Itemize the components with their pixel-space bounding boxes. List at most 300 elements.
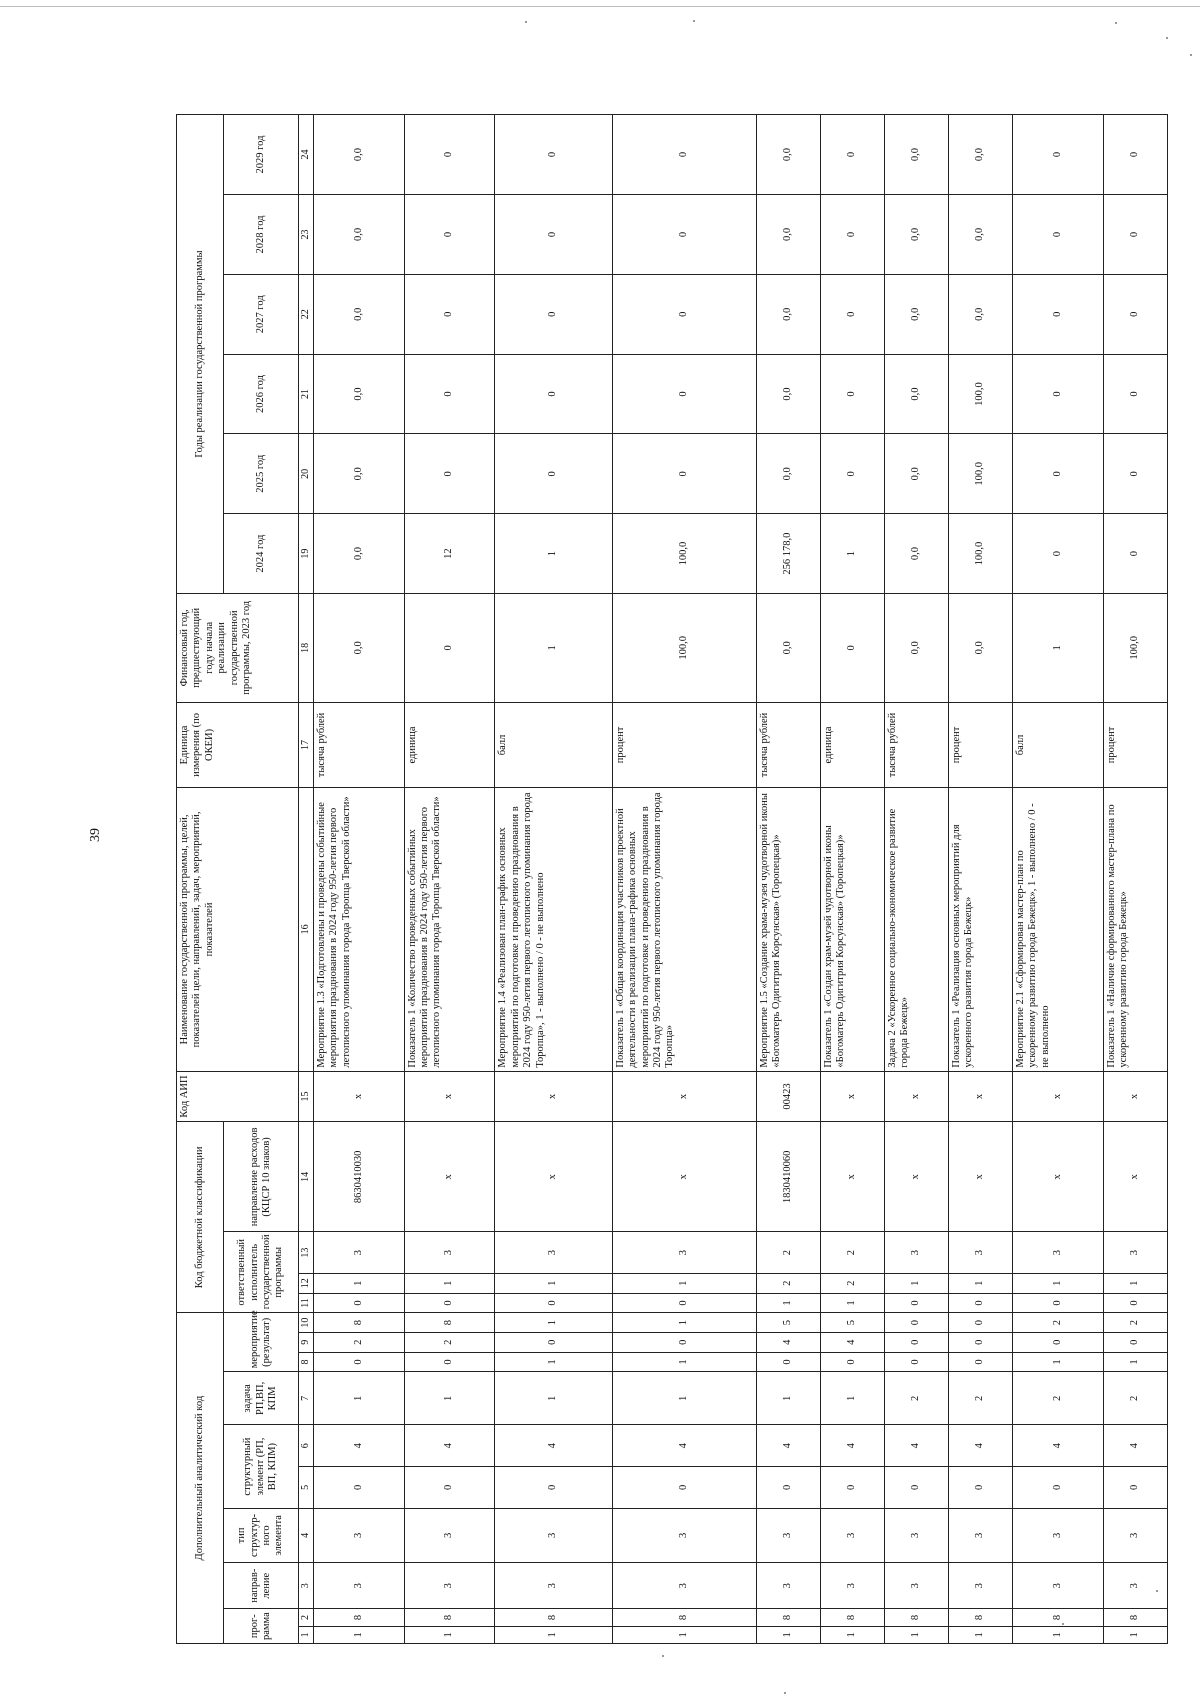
row-year-value: 0: [612, 434, 756, 514]
row-year-value: 0: [820, 115, 884, 195]
code-cell: 1: [314, 1626, 405, 1643]
row-year-value: 0: [612, 115, 756, 195]
row-unit: балл: [1013, 702, 1104, 788]
header-expense-direction: направление расходов (КЦСР 10 знаков): [224, 1122, 299, 1232]
code-cell: 3: [495, 1232, 612, 1274]
column-number: 1: [299, 1626, 314, 1643]
code-cell: 1: [495, 1372, 612, 1425]
code-cell: 0: [1103, 1332, 1167, 1352]
table-row: [612, 115, 756, 1644]
header-program: прог-рамма: [224, 1609, 299, 1644]
code-cell: 1: [1103, 1352, 1167, 1372]
header-budget-code: Код бюджетной классификации: [177, 1122, 224, 1313]
row-name: Показатель 1 «Количество проведенных событийных мероприятий празднования в 2024 году 950-летия первого летописного упоминания города Торопца Тверской области»: [404, 788, 495, 1071]
code-cell: 8: [949, 1609, 1013, 1626]
column-number: 13: [299, 1232, 314, 1274]
row-name: Мероприятие 1.5 «Создание храма-музея чудотворной иконы «Богоматерь Одигитрия Корсунская» (Торопецкая)»: [756, 788, 820, 1071]
code-cell: 1: [404, 1273, 495, 1293]
code-cell: 0: [884, 1352, 948, 1372]
row-year-value: 0: [1103, 434, 1167, 514]
code-cell: 1: [612, 1352, 756, 1372]
code-cell: 0: [612, 1332, 756, 1352]
row-base-year-value: 100,0: [1103, 593, 1167, 702]
code-cell: 4: [314, 1425, 405, 1467]
row-year-value: 0: [820, 434, 884, 514]
table-row: [1103, 115, 1167, 1644]
code-cell: 8: [756, 1609, 820, 1626]
code-cell: 0: [756, 1467, 820, 1509]
column-number: 3: [299, 1563, 314, 1609]
row-year-value: 0: [612, 195, 756, 275]
table-row: [404, 115, 495, 1644]
code-cell: 4: [949, 1425, 1013, 1467]
row-year-value: 100,0: [612, 514, 756, 594]
row-year-value: 0: [820, 274, 884, 354]
code-cell: 0: [495, 1332, 612, 1352]
header-executor: ответственный исполнитель государственной программы: [224, 1232, 299, 1313]
code-cell: 0: [884, 1332, 948, 1352]
row-unit: процент: [1103, 702, 1167, 788]
code-cell: 1: [884, 1273, 948, 1293]
code-cell: 3: [404, 1508, 495, 1562]
column-number: 22: [299, 274, 314, 354]
header-unit: Единица измерения (по ОКЕИ): [177, 702, 299, 788]
row-year-value: 0,0: [949, 274, 1013, 354]
row-unit: тысяча рублей: [314, 702, 405, 788]
code-cell: 1: [314, 1372, 405, 1425]
row-year-value: 1: [495, 514, 612, 594]
row-year-value: 0: [1013, 434, 1104, 514]
row-year-value: 0,0: [884, 195, 948, 275]
row-year-value: 0: [820, 195, 884, 275]
code-cell: 2: [1103, 1313, 1167, 1333]
code-cell: 1: [612, 1273, 756, 1293]
code-cell: 8: [612, 1609, 756, 1626]
column-number: 16: [299, 788, 314, 1071]
code-cell: 1: [820, 1293, 884, 1313]
code-cell: 0: [756, 1352, 820, 1372]
code-cell: 3: [1103, 1563, 1167, 1609]
row-year-value: 0: [1013, 195, 1104, 275]
row-year-value: 100,0: [949, 434, 1013, 514]
row-year-value: 0: [404, 354, 495, 434]
code-cell: 0: [884, 1293, 948, 1313]
code-cell: 1: [495, 1352, 612, 1372]
row-name: Мероприятие 2.1 «Сформирован мастер-план по ускоренному развитию города Бежецк», 1 - выполнено / 0 - не выполнено: [1013, 788, 1104, 1071]
table-row: [495, 115, 612, 1644]
row-year-value: 0,0: [756, 354, 820, 434]
row-year-value: 0: [404, 195, 495, 275]
code-cell: 0: [404, 1352, 495, 1372]
code-cell: 1: [820, 1372, 884, 1425]
code-cell: x: [612, 1122, 756, 1232]
row-unit: тысяча рублей: [884, 702, 948, 788]
code-cell: 1: [949, 1273, 1013, 1293]
header-element-type: тип структур-ного элемента: [224, 1508, 299, 1562]
code-cell: 0: [612, 1467, 756, 1509]
code-cell: x: [1013, 1122, 1104, 1232]
code-cell: 3: [612, 1232, 756, 1274]
code-cell: 0: [404, 1467, 495, 1509]
row-name: Задача 2 «Ускоренное социально-экономическое развитие города Бежецк»: [884, 788, 948, 1071]
row-year-value: 0,0: [314, 274, 405, 354]
code-cell: 3: [949, 1563, 1013, 1609]
row-base-year-value: 1: [495, 593, 612, 702]
code-cell: 1: [495, 1313, 612, 1333]
row-year-value: 0,0: [314, 514, 405, 594]
row-year-value: 0: [495, 115, 612, 195]
row-year-value: 0: [495, 274, 612, 354]
code-cell: 3: [756, 1563, 820, 1609]
column-number: 18: [299, 593, 314, 702]
row-year-value: 0: [404, 434, 495, 514]
code-cell: 8: [495, 1609, 612, 1626]
page-number: 39: [88, 828, 103, 842]
code-cell: x: [404, 1071, 495, 1122]
code-cell: 8630410030: [314, 1122, 405, 1232]
header-name: Наименование государственной программы, целей, показателей цели, направлений, задач, мероприятий, показателей: [177, 788, 299, 1071]
code-cell: 3: [884, 1563, 948, 1609]
table-row: [314, 115, 405, 1644]
code-cell: 3: [1103, 1232, 1167, 1274]
row-year-value: 0,0: [884, 115, 948, 195]
code-cell: 1: [404, 1372, 495, 1425]
rotated-table-wrapper: [176, 114, 1168, 1644]
code-cell: 2: [756, 1232, 820, 1274]
code-cell: x: [1103, 1122, 1167, 1232]
row-year-value: 0,0: [314, 354, 405, 434]
row-year-value: 0,0: [756, 434, 820, 514]
code-cell: 3: [1103, 1508, 1167, 1562]
code-cell: 8: [404, 1313, 495, 1333]
code-cell: 00423: [756, 1071, 820, 1122]
code-cell: 3: [404, 1563, 495, 1609]
column-number: 5: [299, 1467, 314, 1509]
code-cell: x: [884, 1122, 948, 1232]
code-cell: 2: [314, 1332, 405, 1352]
row-year-value: 0: [820, 354, 884, 434]
code-cell: 8: [1103, 1609, 1167, 1626]
header-year-2027: 2027 год: [224, 274, 299, 354]
code-cell: 3: [1013, 1508, 1104, 1562]
code-cell: x: [314, 1071, 405, 1122]
code-cell: 0: [949, 1332, 1013, 1352]
row-name: Показатель 1 «Создан храм-музей чудотворной иконы «Богоматерь Одигитрия Корсунская» (Торопецкая)»: [820, 788, 884, 1071]
row-base-year-value: 0,0: [314, 593, 405, 702]
row-year-value: 12: [404, 514, 495, 594]
code-cell: 3: [612, 1563, 756, 1609]
code-cell: 3: [314, 1563, 405, 1609]
code-cell: 0: [1103, 1467, 1167, 1509]
code-cell: 3: [1013, 1232, 1104, 1274]
row-unit: единица: [820, 702, 884, 788]
header-event: мероприятие (результат): [224, 1313, 299, 1372]
row-year-value: 0: [1013, 514, 1104, 594]
code-cell: 5: [820, 1313, 884, 1333]
table-row: [884, 115, 948, 1644]
code-cell: 2: [404, 1332, 495, 1352]
code-cell: 1: [495, 1626, 612, 1643]
column-number: 11: [299, 1293, 314, 1313]
row-base-year-value: 0,0: [756, 593, 820, 702]
code-cell: 0: [820, 1467, 884, 1509]
row-year-value: 0: [1013, 274, 1104, 354]
code-cell: 2: [820, 1232, 884, 1274]
code-cell: 3: [314, 1508, 405, 1562]
code-cell: 0: [495, 1293, 612, 1313]
row-unit: процент: [949, 702, 1013, 788]
row-year-value: 0: [404, 274, 495, 354]
row-year-value: 0,0: [884, 434, 948, 514]
code-cell: 1830410060: [756, 1122, 820, 1232]
code-cell: 3: [612, 1508, 756, 1562]
code-cell: 4: [884, 1425, 948, 1467]
table-body: [314, 115, 1168, 1644]
code-cell: x: [1103, 1071, 1167, 1122]
row-year-value: 0,0: [884, 514, 948, 594]
code-cell: 2: [884, 1372, 948, 1425]
column-number: 2: [299, 1609, 314, 1626]
code-cell: 3: [820, 1508, 884, 1562]
row-year-value: 0,0: [884, 354, 948, 434]
code-cell: 0: [1103, 1293, 1167, 1313]
row-year-value: 0,0: [884, 274, 948, 354]
table-row: [820, 115, 884, 1644]
code-cell: 3: [756, 1508, 820, 1562]
row-unit: балл: [495, 702, 612, 788]
row-year-value: 0: [1103, 274, 1167, 354]
code-cell: 4: [756, 1425, 820, 1467]
code-cell: 0: [949, 1293, 1013, 1313]
header-year-2026: 2026 год: [224, 354, 299, 434]
row-unit: единица: [404, 702, 495, 788]
row-unit: тысяча рублей: [756, 702, 820, 788]
code-cell: 0: [612, 1293, 756, 1313]
code-cell: 2: [756, 1273, 820, 1293]
column-number: 19: [299, 514, 314, 594]
row-year-value: 0,0: [756, 195, 820, 275]
row-base-year-value: 1: [1013, 593, 1104, 702]
code-cell: 1: [495, 1273, 612, 1293]
table-row: [949, 115, 1013, 1644]
row-year-value: 0,0: [949, 195, 1013, 275]
code-cell: x: [884, 1071, 948, 1122]
column-number: 23: [299, 195, 314, 275]
row-name: Мероприятие 1.3 «Подготовлены и проведены событийные мероприятия празднования в 2024 году 950-летия первого летописного упоминания города Торопца Тверской области»: [314, 788, 405, 1071]
code-cell: 8: [820, 1609, 884, 1626]
code-cell: 1: [314, 1273, 405, 1293]
code-cell: 1: [612, 1313, 756, 1333]
code-cell: 0: [820, 1352, 884, 1372]
column-number: 21: [299, 354, 314, 434]
code-cell: 0: [314, 1293, 405, 1313]
row-year-value: 0: [1103, 195, 1167, 275]
code-cell: 0: [1013, 1293, 1104, 1313]
code-cell: 3: [949, 1232, 1013, 1274]
table-row: [1013, 115, 1104, 1644]
code-cell: 0: [949, 1352, 1013, 1372]
row-unit: процент: [612, 702, 756, 788]
column-number: 20: [299, 434, 314, 514]
code-cell: 1: [1103, 1273, 1167, 1293]
header-base-year: Финансовый год, предшествующий году начала реализации государственной программы, 2023 год: [177, 593, 299, 702]
code-cell: 4: [1013, 1425, 1104, 1467]
row-year-value: 0: [1103, 115, 1167, 195]
code-cell: 2: [1013, 1313, 1104, 1333]
code-cell: 1: [756, 1293, 820, 1313]
code-cell: 2: [820, 1273, 884, 1293]
row-year-value: 0,0: [314, 115, 405, 195]
code-cell: 1: [612, 1372, 756, 1425]
code-cell: 3: [495, 1563, 612, 1609]
code-cell: 8: [884, 1609, 948, 1626]
row-year-value: 0: [612, 274, 756, 354]
code-cell: 8: [1013, 1609, 1104, 1626]
code-cell: 0: [884, 1467, 948, 1509]
row-year-value: 100,0: [949, 354, 1013, 434]
indicator-table: [176, 114, 1168, 1644]
scan-edge-line: [0, 6, 1200, 7]
row-year-value: 1: [820, 514, 884, 594]
code-cell: 1: [756, 1372, 820, 1425]
code-cell: 0: [1013, 1332, 1104, 1352]
row-year-value: 0: [495, 354, 612, 434]
column-number: 17: [299, 702, 314, 788]
row-year-value: 0: [495, 434, 612, 514]
row-year-value: 0: [1013, 115, 1104, 195]
row-year-value: 0: [1013, 354, 1104, 434]
code-cell: 4: [820, 1332, 884, 1352]
code-cell: 0: [949, 1467, 1013, 1509]
code-cell: 1: [1013, 1273, 1104, 1293]
table-row: [756, 115, 820, 1644]
column-number: 6: [299, 1425, 314, 1467]
column-number: 4: [299, 1508, 314, 1562]
code-cell: 1: [612, 1626, 756, 1643]
code-cell: 3: [884, 1232, 948, 1274]
code-cell: 1: [756, 1626, 820, 1643]
header-direction: направ-ление: [224, 1563, 299, 1609]
code-cell: 0: [314, 1352, 405, 1372]
code-cell: 2: [1013, 1372, 1104, 1425]
code-cell: 4: [1103, 1425, 1167, 1467]
code-cell: 3: [949, 1508, 1013, 1562]
row-base-year-value: 0: [404, 593, 495, 702]
row-base-year-value: 0,0: [884, 593, 948, 702]
code-cell: 1: [1013, 1352, 1104, 1372]
code-cell: 5: [756, 1313, 820, 1333]
header-year-2029: 2029 год: [224, 115, 299, 195]
row-name: Показатель 1 «Общая координация участников проектной деятельности в реализации плана-графика основных мероприятий по подготовке и проведению празднования в 2024 году 950-летия первого летописного упоминания города Торопца»: [612, 788, 756, 1071]
row-base-year-value: 0,0: [949, 593, 1013, 702]
header-additional-code: Дополнительный аналитический код: [177, 1313, 224, 1644]
code-cell: x: [949, 1071, 1013, 1122]
row-year-value: 0: [1103, 354, 1167, 434]
row-name: Мероприятие 1.4 «Реализован план-график основных мероприятий по подготовке и проведению празднования в 2024 году 950-летия первого летописного упоминания города Торопца», 1 - выполнено / 0 - не выполнено: [495, 788, 612, 1071]
code-cell: 8: [314, 1313, 405, 1333]
row-year-value: 0: [404, 115, 495, 195]
code-cell: x: [1013, 1071, 1104, 1122]
header-aip: Код АИП: [177, 1071, 299, 1122]
code-cell: 4: [612, 1425, 756, 1467]
code-cell: 2: [1103, 1372, 1167, 1425]
code-cell: 3: [884, 1508, 948, 1562]
code-cell: 3: [495, 1508, 612, 1562]
row-year-value: 100,0: [949, 514, 1013, 594]
code-cell: 2: [949, 1372, 1013, 1425]
code-cell: 3: [404, 1232, 495, 1274]
row-year-value: 0: [612, 354, 756, 434]
code-cell: 8: [314, 1609, 405, 1626]
code-cell: 1: [1013, 1626, 1104, 1643]
column-number-row: [299, 115, 314, 1644]
code-cell: 1: [404, 1626, 495, 1643]
code-cell: x: [612, 1071, 756, 1122]
code-cell: 3: [1013, 1563, 1104, 1609]
code-cell: 3: [820, 1563, 884, 1609]
header-year-2028: 2028 год: [224, 195, 299, 275]
code-cell: x: [949, 1122, 1013, 1232]
row-base-year-value: 100,0: [612, 593, 756, 702]
header-year-2024: 2024 год: [224, 514, 299, 594]
code-cell: x: [820, 1122, 884, 1232]
code-cell: 3: [314, 1232, 405, 1274]
column-number: 15: [299, 1071, 314, 1122]
code-cell: x: [820, 1071, 884, 1122]
row-base-year-value: 0: [820, 593, 884, 702]
header-task: задача РП,ВП, КПМ: [224, 1372, 299, 1425]
row-year-value: 0,0: [314, 434, 405, 514]
row-year-value: 0,0: [314, 195, 405, 275]
row-year-value: 0: [1103, 514, 1167, 594]
row-year-value: 0,0: [756, 274, 820, 354]
row-name: Показатель 1 «Реализация основных мероприятий для ускоренного развития города Бежецк»: [949, 788, 1013, 1071]
column-number: 24: [299, 115, 314, 195]
row-year-value: 0: [495, 195, 612, 275]
code-cell: x: [404, 1122, 495, 1232]
column-number: 7: [299, 1372, 314, 1425]
column-number: 9: [299, 1332, 314, 1352]
code-cell: 0: [884, 1313, 948, 1333]
code-cell: 4: [404, 1425, 495, 1467]
header-struct-element: структурный элемент (РП, ВП, КПМ): [224, 1425, 299, 1508]
column-number: 14: [299, 1122, 314, 1232]
code-cell: 1: [820, 1626, 884, 1643]
code-cell: 8: [404, 1609, 495, 1626]
code-cell: x: [495, 1122, 612, 1232]
code-cell: 1: [884, 1626, 948, 1643]
code-cell: 0: [1013, 1467, 1104, 1509]
code-cell: 0: [314, 1467, 405, 1509]
code-cell: 4: [820, 1425, 884, 1467]
code-cell: 0: [495, 1467, 612, 1509]
code-cell: x: [495, 1071, 612, 1122]
code-cell: 4: [495, 1425, 612, 1467]
code-cell: 1: [949, 1626, 1013, 1643]
row-year-value: 0,0: [756, 115, 820, 195]
header-year-2025: 2025 год: [224, 434, 299, 514]
code-cell: 4: [756, 1332, 820, 1352]
code-cell: 0: [949, 1313, 1013, 1333]
column-number: 8: [299, 1352, 314, 1372]
code-cell: 0: [404, 1293, 495, 1313]
column-number: 10: [299, 1313, 314, 1333]
code-cell: 1: [1103, 1626, 1167, 1643]
row-year-value: 256 178,0: [756, 514, 820, 594]
header-years-group: Годы реализации государственной программы: [177, 115, 224, 594]
row-name: Показатель 1 «Наличие сформированного мастер-плана по ускоренному развитию города Бежецк»: [1103, 788, 1167, 1071]
column-number: 12: [299, 1273, 314, 1293]
